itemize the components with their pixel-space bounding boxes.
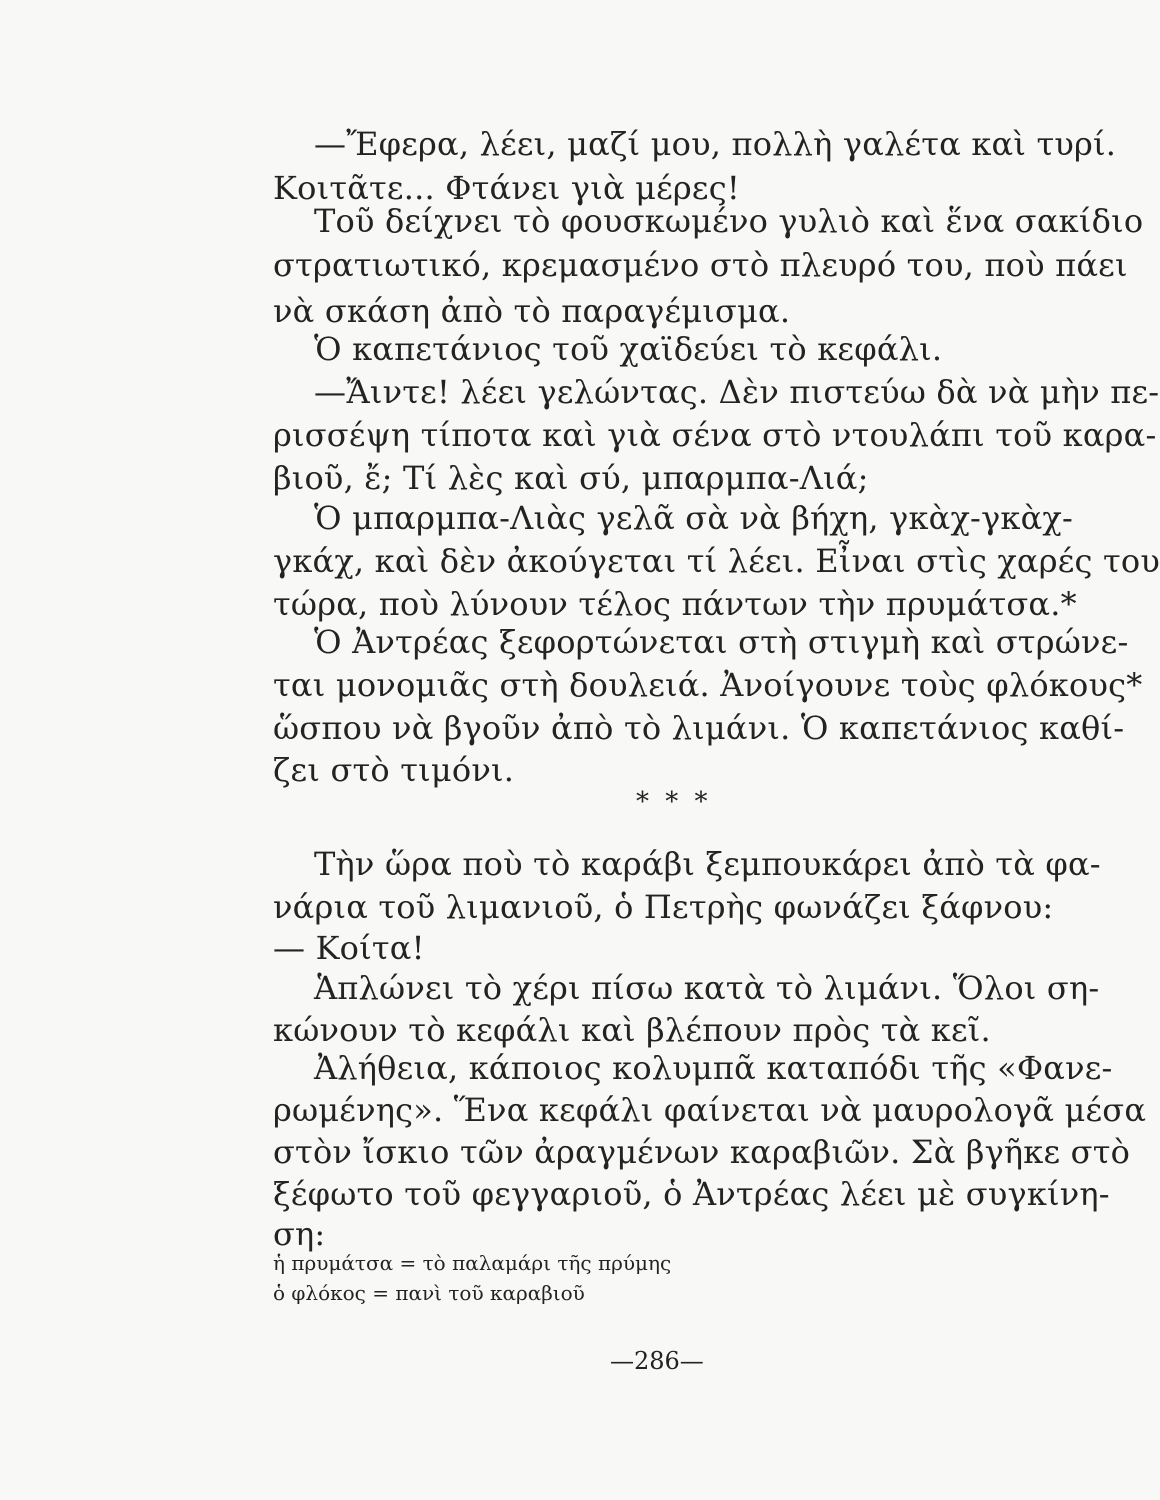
text-line: Τὴν ὥρα ποὺ τὸ καράβι ξεμπουκάρει ἀπὸ τὰ φα- <box>314 845 1101 883</box>
text-line: ση: <box>273 1215 326 1253</box>
text-line: τώρα, ποὺ λύνουν τέλος πάντων τὴν πρυμάτσα.* <box>273 585 1077 623</box>
text-line: Ὁ μπαρμπα-Λιὰς γελᾶ σὰ νὰ βήχη, γκὰχ-γκὰχ- <box>314 499 1074 537</box>
text-line: Ἀλήθεια, κάποιος κολυμπᾶ καταπόδι τῆς «Φανε- <box>314 1049 1113 1087</box>
text-line: Ὁ Ἀντρέας ξεφορτώνεται στὴ στιγμὴ καὶ στρώνε- <box>314 623 1129 661</box>
text-line: ξέφωτο τοῦ φεγγαριοῦ, ὁ Ἀντρέας λέει μὲ συγκίνη- <box>273 1175 1110 1213</box>
text-line: βιοῦ, ἔ; Τί λὲς καὶ σύ, μπαρμπα-Λιά; <box>273 459 869 497</box>
text-line: ζει στὸ τιμόνι. <box>273 751 515 789</box>
text-line: ται μονομιᾶς στὴ δουλειά. Ἀνοίγουνε τοὺς φλόκους* <box>273 666 1143 704</box>
section-separator: * * * <box>636 787 712 817</box>
text-line: —Ἄιντε! λέει γελώντας. Δὲν πιστεύω δὰ νὰ μὴν πε- <box>314 373 1160 411</box>
text-line: Ὁ καπετάνιος τοῦ χαϊδεύει τὸ κεφάλι. <box>314 330 943 368</box>
text-line: ρισσέψη τίποτα καὶ γιὰ σένα στὸ ντουλάπι τοῦ καρα- <box>273 416 1157 454</box>
text-line: νάρια τοῦ λιμανιοῦ, ὁ Πετρὴς φωνάζει ξάφνου: <box>273 888 1054 926</box>
text-line: στρατιωτικό, κρεμασμένο στὸ πλευρό του, ποὺ πάει <box>273 246 1128 284</box>
text-line: Ἁπλώνει τὸ χέρι πίσω κατὰ τὸ λιμάνι. Ὅλοι ση- <box>314 969 1100 1007</box>
text-line: —Ἔφερα, λέει, μαζί μου, πολλὴ γαλέτα καὶ τυρί. <box>314 125 1117 163</box>
text-line: ὥσπου νὰ βγοῦν ἀπὸ τὸ λιμάνι. Ὁ καπετάνιος καθί- <box>273 709 1125 747</box>
text-line: ρωμένης». Ἕνα κεφάλι φαίνεται νὰ μαυρολογᾶ μέσα <box>273 1091 1147 1129</box>
text-line: Τοῦ δείχνει τὸ φουσκωμένο γυλιὸ καὶ ἕνα σακίδιο <box>314 202 1144 240</box>
footnote: ὁ φλόκος = πανὶ τοῦ καραβιοῦ <box>273 1281 585 1305</box>
text-line: Κοιτᾶτε... Φτάνει γιὰ μέρες! <box>273 169 740 207</box>
page-number: —286— <box>610 1347 704 1375</box>
text-line: γκάχ, καὶ δὲν ἀκούγεται τί λέει. Εἶναι στὶς χαρές του <box>273 542 1160 580</box>
text-line: — Κοίτα! <box>273 929 425 967</box>
text-line: στὸν ἴσκιο τῶν ἀραγμένων καραβιῶν. Σὰ βγῆκε στὸ <box>273 1133 1131 1171</box>
text-line: νὰ σκάση ἀπὸ τὸ παραγέμισμα. <box>273 292 791 330</box>
text-line: κώνουν τὸ κεφάλι καὶ βλέπουν πρὸς τὰ κεῖ. <box>273 1011 991 1049</box>
footnote: ἡ πρυμάτσα = τὸ παλαμάρι τῆς πρύμης <box>273 1251 672 1275</box>
